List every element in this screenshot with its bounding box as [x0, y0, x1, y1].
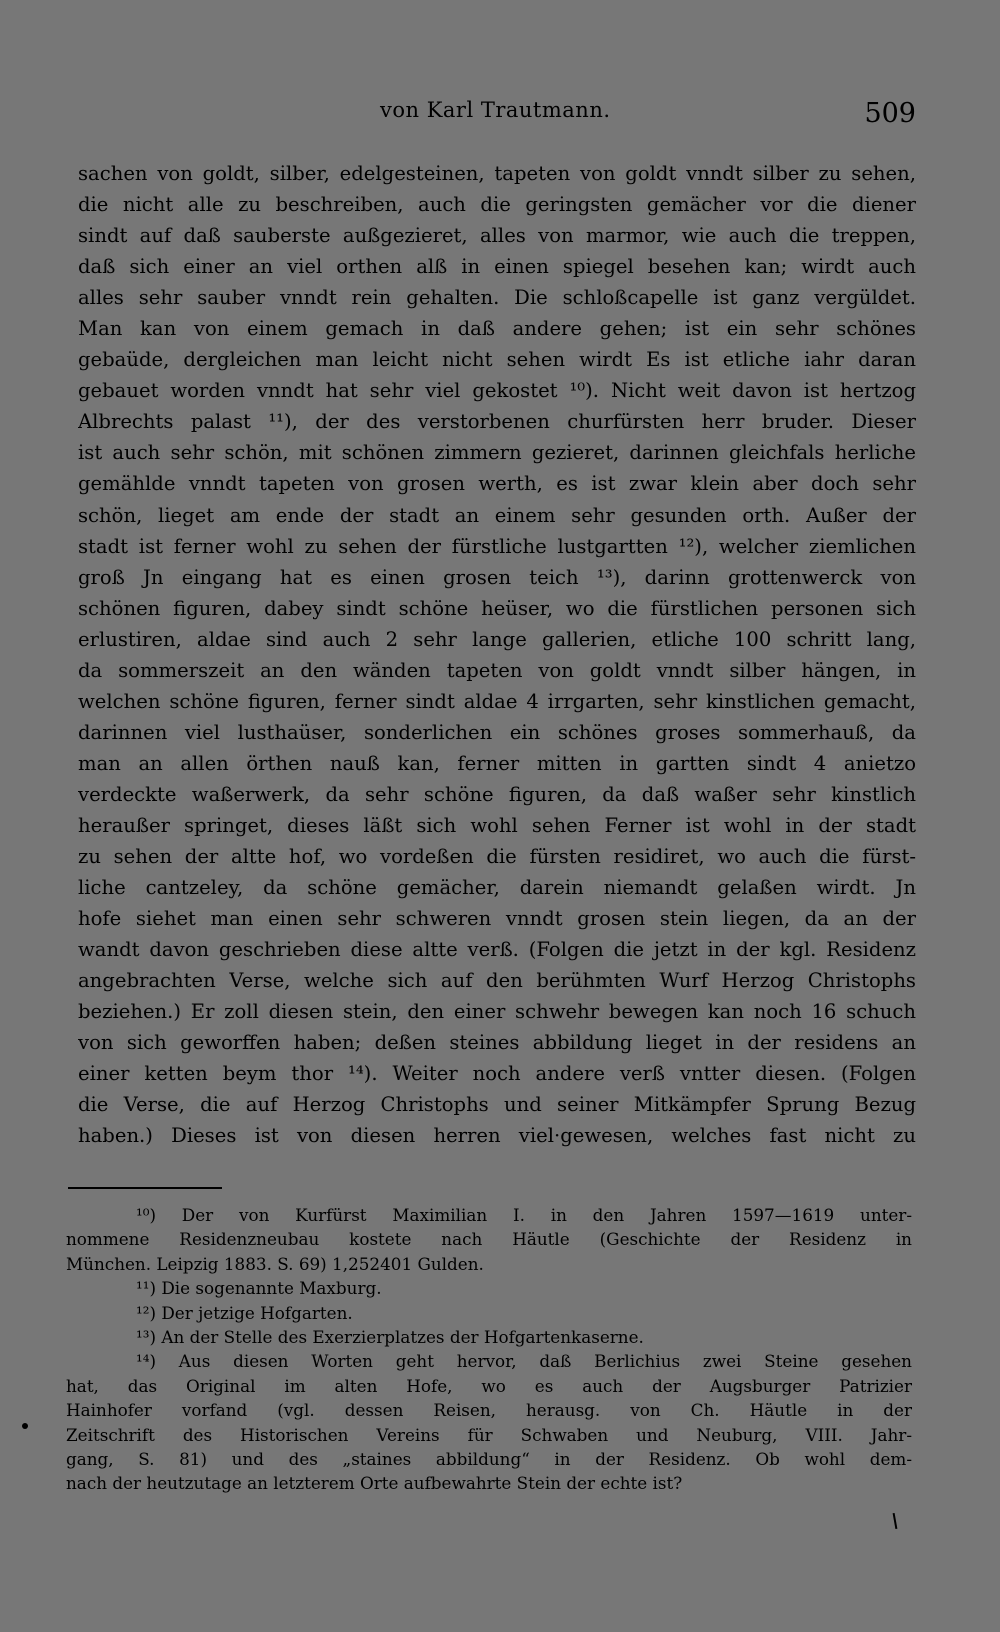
text-line: welchen schöne figuren, ferner sindt aldae 4 irrgarten, sehr kinstlichen gemacht, — [78, 689, 916, 713]
footnote-line: hat, das Original im alten Hofe, wo es auch der Augsburger Patrizier — [66, 1375, 912, 1396]
text-line: verdeckte waßerwerk, da sehr schöne figuren, da daß waßer sehr kinstlich — [78, 782, 916, 806]
text-line: Albrechts palast ¹¹), der des verstorbenen churfürsten herr bruder. Dieser — [78, 410, 916, 434]
text-line: stadt ist ferner wohl zu sehen der fürstliche lustgartten ¹²), welcher ziemlichen — [78, 534, 916, 558]
margin-dot-mark — [22, 1423, 28, 1429]
text-line: Man kan von einem gemach in daß andere gehen; ist ein sehr schönes — [78, 317, 916, 341]
text-line: von sich geworffen haben; deßen steines abbildung lieget in der residens an — [78, 1031, 916, 1055]
text-line: gebaüde, dergleichen man leicht nicht sehen wirdt Es ist etliche iahr daran — [78, 348, 916, 372]
footnote-line: nommene Residenzneubau kostete nach Häutle (Geschichte der Residenz in — [66, 1229, 912, 1250]
text-line: haben.) Dieses ist von diesen herren viel·gewesen, welches fast nicht zu — [78, 1124, 916, 1148]
footnote-line: München. Leipzig 1883. S. 69) 1,252401 Gulden. — [66, 1253, 484, 1274]
footnote-line: ¹¹) Die sogenannte Maxburg. — [136, 1278, 382, 1299]
text-line: alles sehr sauber vnndt rein gehalten. Die schloßcapelle ist ganz vergüldet. — [78, 286, 916, 310]
text-line: einer ketten beym thor ¹⁴). Weiter noch andere verß vntter diesen. (Folgen — [78, 1062, 916, 1086]
footnotes — [66, 1203, 912, 1496]
text-line: gebauet worden vnndt hat sehr viel gekostet ¹⁰). Nicht weit davon ist hertzog — [78, 379, 916, 403]
running-head: von Karl Trautmann. — [380, 98, 611, 122]
text-line: schön, lieget am ende der stadt an einem sehr gesunden orth. Außer der — [78, 503, 916, 527]
footnote-line: Zeitschrift des Historischen Vereins für Schwaben und Neuburg, VIII. Jahr- — [66, 1424, 912, 1445]
text-line: erlustiren, aldae sind auch 2 sehr lange gallerien, etliche 100 schritt lang, — [78, 627, 916, 651]
text-line: gemählde vnndt tapeten von grosen werth, es ist zwar klein aber doch sehr — [78, 472, 916, 496]
main-text — [78, 158, 916, 1152]
text-line: hofe siehet man einen sehr schweren vnndt grosen stein liegen, da an der — [78, 907, 916, 931]
text-line: beziehen.) Er zoll diesen stein, den einer schwehr bewegen kan noch 16 schuch — [78, 1000, 916, 1024]
text-line: sindt auf daß sauberste außgezieret, alles von marmor, wie auch die treppen, — [78, 224, 916, 248]
footnote-line: ¹⁴) Aus diesen Worten geht hervor, daß Berlichius zwei Steine gesehen — [136, 1351, 912, 1372]
text-line: schönen figuren, dabey sindt schöne heüser, wo die fürstlichen personen sich — [78, 596, 916, 620]
text-line: sachen von goldt, silber, edelgesteinen, tapeten von goldt vnndt silber zu sehen, — [78, 162, 916, 185]
text-line: die Verse, die auf Herzog Christophs und seiner Mitkämpfer Sprung Bezug — [78, 1093, 916, 1117]
text-line: daß sich einer an viel orthen alß in einen spiegel besehen kan; wirdt auch — [78, 255, 916, 279]
text-line: wandt davon geschrieben diese altte verß. (Folgen die jetzt in der kgl. Residenz — [78, 938, 916, 962]
footnote-line: ¹⁰) Der von Kurfürst Maximilian I. in den Jahren 1597—1619 unter- — [136, 1205, 912, 1225]
footnote-line: gang, S. 81) und des „staines abbildung“ in der Residenz. Ob wohl dem- — [66, 1448, 912, 1469]
footnote-line: ¹²) Der jetzige Hofgarten. — [136, 1302, 353, 1323]
text-line: zu sehen der altte hof, wo vordeßen die fürsten residiret, wo auch die fürst- — [78, 845, 916, 869]
page-number: 509 — [864, 98, 916, 129]
text-line: heraußer springet, dieses läßt sich wohl sehen Ferner ist wohl in der stadt — [78, 813, 916, 837]
text-line: liche cantzeley, da schöne gemächer, darein niemandt gelaßen wirdt. Jn — [78, 876, 916, 900]
text-line: groß Jn eingang hat es einen grosen teich ¹³), darinn grottenwerck von — [78, 565, 916, 589]
footnote-separator-rule — [68, 1187, 222, 1189]
footnote-line: nach der heutzutage an letzterem Orte aufbewahrte Stein der echte ist? — [66, 1473, 683, 1494]
footnote-line: ¹³) An der Stelle des Exerzierplatzes der Hofgartenkaserne. — [136, 1326, 644, 1347]
text-line: ist auch sehr schön, mit schönen zimmern gezieret, darinnen gleichfals herliche — [78, 441, 916, 465]
text-line: man an allen örthen nauß kan, ferner mitten in gartten sindt 4 anietzo — [78, 751, 916, 775]
footnote-line: Hainhofer vorfand (vgl. dessen Reisen, herausg. von Ch. Häutle in der — [66, 1400, 912, 1421]
text-line: da sommerszeit an den wänden tapeten von goldt vnndt silber hängen, in — [78, 658, 916, 682]
text-line: angebrachten Verse, welche sich auf den berühmten Wurf Herzog Christophs — [78, 969, 916, 993]
text-line: darinnen viel lusthaüser, sonderlichen ein schönes groses sommerhauß, da — [78, 720, 916, 744]
text-line: die nicht alle zu beschreiben, auch die geringsten gemächer vor die diener — [78, 193, 916, 217]
stray-ink-mark — [893, 1513, 898, 1529]
